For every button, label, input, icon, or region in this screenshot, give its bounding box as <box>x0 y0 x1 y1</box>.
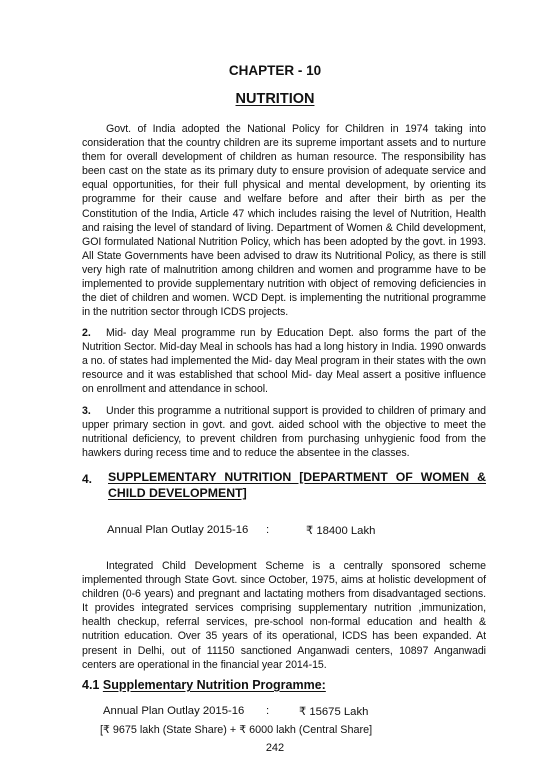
section-title: SUPPLEMENTARY NUTRITION [DEPARTMENT OF WOMEN & CHILD DEVELOPMENT] <box>108 470 486 500</box>
intro-paragraph: Govt. of India adopted the National Policy for Children in 1974 taking into consideration that the country children are its supreme important assets and to nurture them for overall development of children as human resource. The responsibility has been cast on the state as its primary duty to ensure provision of adequate service and equal opportunities, for their full physical and mental development, by orienting its programme for their cause and welfare before and after their birth as per the Constitution of the India, Article 47 which includes raising the level of Nutrition, Health and raising the level of standard of living. Department of Women & Child development, GOI formulated National Nutrition Policy, which has been adopted by the govt. in 1993. All State Governments have been advised to draw its Nutritional Policy, as there is still very high rate of malnutrition among children and women and programme have to be implemented to provide supplementary nutrition with object of removing deficiencies in the diet of children and women. WCD Dept. is implementing the nutritional programme in the nutrition sector through ICDS projects. <box>82 123 486 319</box>
chapter-title: NUTRITION <box>235 91 315 107</box>
chapter-heading: CHAPTER - 10 <box>228 63 322 78</box>
paragraph-text: Under this programme a nutritional support is provided to children of primary and upper primary section in govt. and govt. aided school with the objective to meet the nutritional deficiency, to prevent children from purchasing unhygienic food from the hawkers during recess time and to reduce the absentee in the classes. <box>82 405 486 460</box>
paragraph-number: 3. <box>82 405 91 417</box>
outlay-value: ₹ 15675 Lakh <box>299 706 369 718</box>
outlay-label: Annual Plan Outlay 2015-16 <box>103 705 245 717</box>
section-number: 4.1 <box>82 678 100 692</box>
section-4-1-heading <box>82 678 326 692</box>
paragraph-3 <box>82 404 486 460</box>
outlay-label: Annual Plan Outlay 2015-16 <box>107 524 249 536</box>
outlay-colon: : <box>266 524 270 536</box>
section-number: 4. <box>82 472 93 486</box>
section-4-paragraph: Integrated Child Development Scheme is a centrally sponsored scheme implemented through State Govt. since October, 1975, aims at holistic development of children (0-6 years) and pregnant and lactating mothers from disadvantaged sections. It provides integrated services comprising supplementary nutrition ,immunization, health checkup, referral services, pre-school non-formal education and health & nutrition education. Over 35 years of its operational, ICDS has been expanded. At present in Delhi, out of 11150 sanctioned Anganwadi centers, 10897 Anganwadi centers are operational in the financial year 2014-15. <box>82 560 486 671</box>
share-breakdown: [₹ 9675 lakh (State Share) + ₹ 6000 lakh (Central Share] <box>100 724 373 736</box>
paragraph-2 <box>82 326 486 396</box>
paragraph-text: Mid- day Meal programme run by Education Dept. also forms the part of the Nutrition Sector. Mid-day Meal in schools has had a long history in India. 1990 onwards a no. of states had implemented the Mid- day Meal program in their states with the own resource and it was established that school Mid- day Meal assert a positive influence on enrollment and attendance in school. <box>82 327 486 396</box>
outlay-colon: : <box>266 705 270 717</box>
page-number: 242 <box>265 742 285 754</box>
section-title: Supplementary Nutrition Programme: <box>102 678 326 692</box>
paragraph-number: 2. <box>82 327 91 339</box>
outlay-value: ₹ 18400 Lakh <box>306 525 376 537</box>
